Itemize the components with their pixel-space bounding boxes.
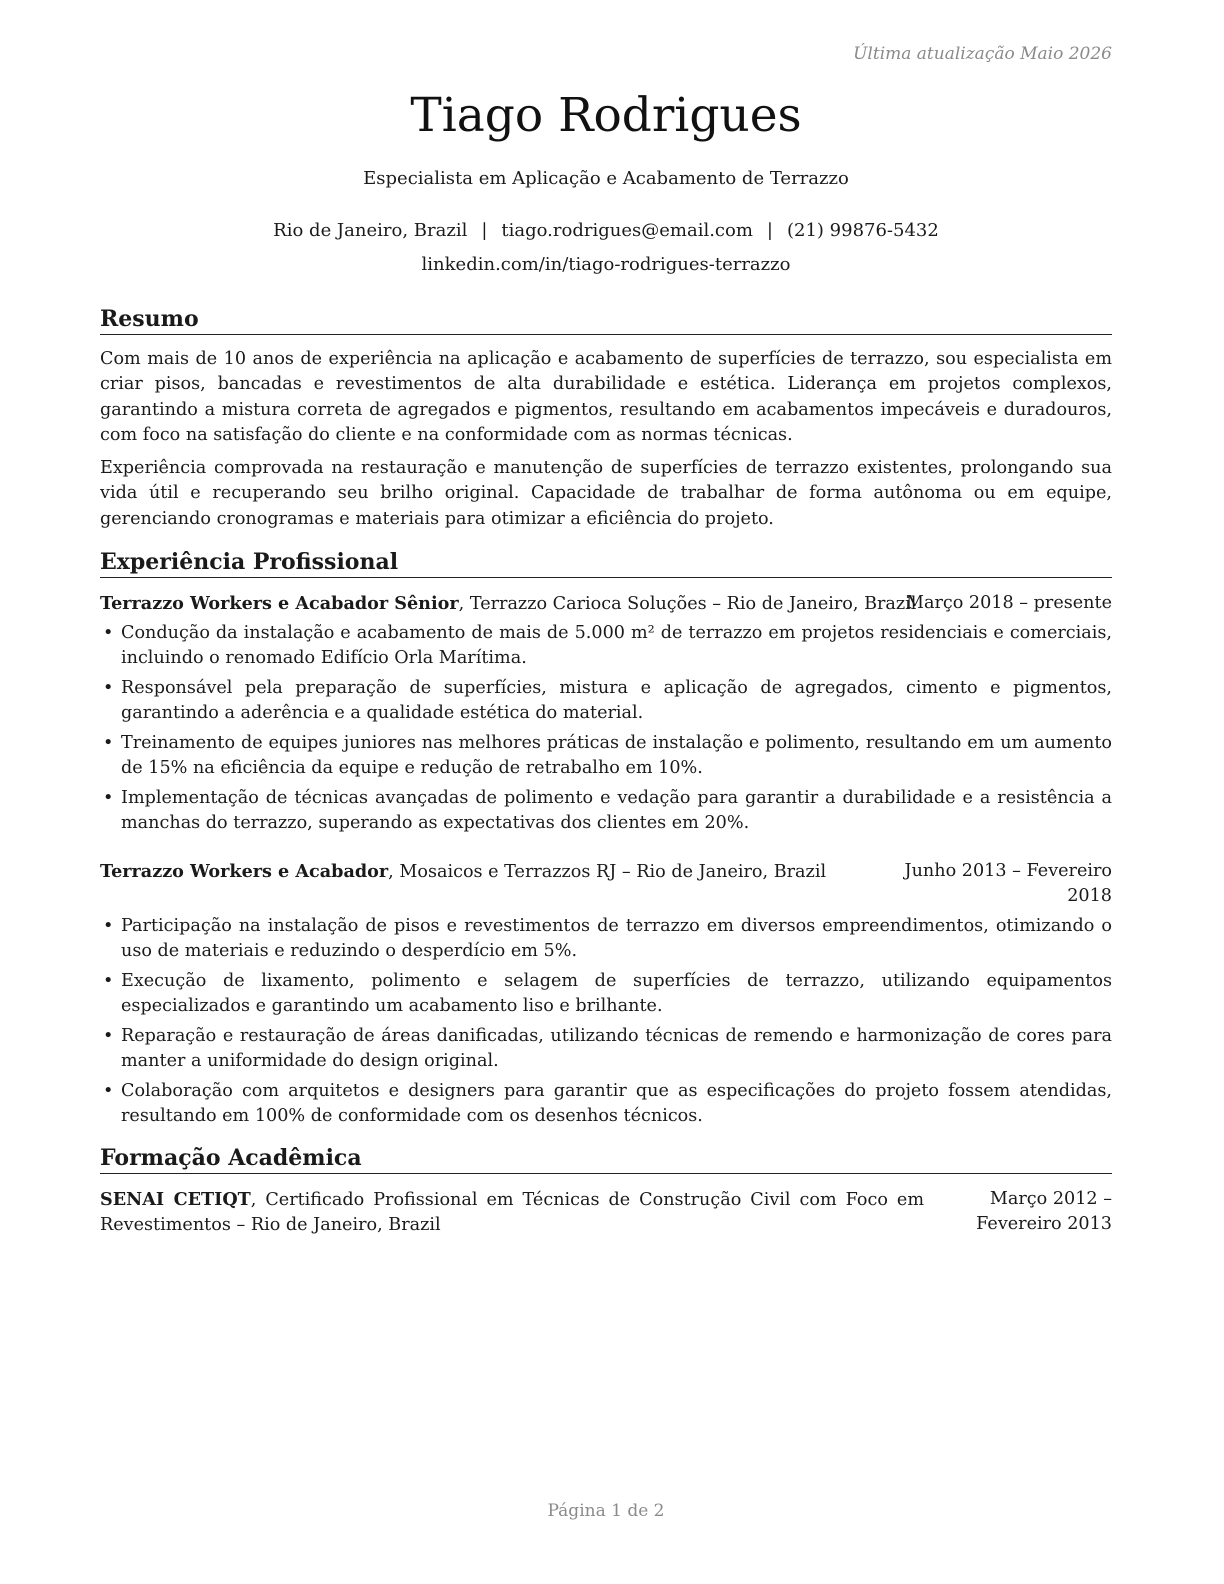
bullet-text: Treinamento de equipes juniores nas melhores práticas de instalação e polimento, resultando em um aumento de 15% na eficiência da equipe e redução de retrabalho em 10%. <box>121 733 1112 778</box>
bullet-text: Colaboração com arquitetos e designers para garantir que as especificações do projeto fossem atendidas, resultando em 100% de conformidade com os desenhos técnicos. <box>121 1081 1112 1126</box>
job-role: Terrazzo Workers e Acabador <box>100 861 389 882</box>
list-item <box>100 914 1112 964</box>
summary-paragraph: Experiência comprovada na restauração e manutenção de superfícies de terrazzo existentes, prolongando sua vida útil e recuperando seu brilho original. Capacidade de trabalhar de forma autônoma ou em equipe, gerenciando cronogramas e materiais para otimizar a eficiência do projeto. <box>100 458 1112 529</box>
education-entry <box>100 1187 1112 1239</box>
bullet-icon: • <box>103 733 114 753</box>
job-company: , Terrazzo Carioca Soluções – Rio de Janeiro, Brazil <box>458 594 917 614</box>
list-item <box>100 731 1112 781</box>
job-company: , Mosaicos e Terrazzos RJ – Rio de Janeiro, Brazil <box>388 862 827 882</box>
contact-separator: | <box>481 220 488 241</box>
resume-page <box>100 0 1112 1584</box>
education-institution: SENAI CETIQT <box>100 1189 251 1210</box>
list-item <box>100 969 1112 1019</box>
job-role: Terrazzo Workers e Acabador Sênior <box>100 593 459 614</box>
bullet-text: Reparação e restauração de áreas danificadas, utilizando técnicas de remendo e harmonização de cores para manter a uniformidade do design original. <box>121 1026 1112 1071</box>
bullet-icon: • <box>103 623 114 643</box>
section-title-summary: Resumo <box>100 305 1112 335</box>
last-updated: Última atualização Maio 2026 <box>853 44 1112 64</box>
job-bullets <box>100 621 1112 841</box>
headline: Especialista em Aplicação e Acabamento de Terrazzo <box>363 168 849 189</box>
bullet-icon: • <box>103 916 114 936</box>
job-header <box>100 591 1112 617</box>
education-dates: Março 2012 – Fevereiro 2013 <box>976 1189 1112 1235</box>
bullet-icon: • <box>103 678 114 698</box>
job-dates: Março 2018 – presente <box>905 593 1112 613</box>
bullet-text: Participação na instalação de pisos e revestimentos de terrazzo em diversos empreendimentos, otimizando o uso de materiais e reduzindo o desperdício em 5%. <box>121 916 1112 961</box>
summary-paragraph: Com mais de 10 anos de experiência na aplicação e acabamento de superfícies de terrazzo, sou especialista em criar pisos, bancadas e revestimentos de alta durabilidade e estética. Liderança em projetos complexos, garantindo a mistura correta de agregados e pigmentos, resultando em acabamentos impecáveis e duradouros, com foco na satisfação do cliente e na conformidade com as normas técnicas. <box>100 349 1112 446</box>
job-header <box>100 859 1112 907</box>
bullet-text: Condução da instalação e acabamento de mais de 5.000 m² de terrazzo em projetos residenciais e comerciais, incluindo o renomado Edifício Orla Marítima. <box>121 623 1112 668</box>
list-item <box>100 786 1112 836</box>
list-item <box>100 1024 1112 1074</box>
section-title-education: Formação Acadêmica <box>100 1144 1112 1174</box>
bullet-icon: • <box>103 788 114 808</box>
bullet-icon: • <box>103 1026 114 1046</box>
contact-email[interactable]: tiago.rodrigues@email.com <box>501 220 753 241</box>
bullet-text: Responsável pela preparação de superfícies, mistura e aplicação de agregados, cimento e pigmentos, garantindo a aderência e a qualidade estética do material. <box>121 678 1112 723</box>
linkedin-link[interactable]: linkedin.com/in/tiago-rodrigues-terrazzo <box>421 254 791 275</box>
bullet-text: Implementação de técnicas avançadas de polimento e vedação para garantir a durabilidade e a resistência a manchas do terrazzo, superando as expectativas dos clientes em 20%. <box>121 788 1112 833</box>
candidate-name: Tiago Rodrigues <box>410 88 802 143</box>
contact-separator: | <box>766 220 773 241</box>
page-number: Página 1 de 2 <box>547 1501 665 1521</box>
list-item <box>100 676 1112 726</box>
bullet-icon: • <box>103 971 114 991</box>
education-details: , Certificado Profissional em Técnicas de Construção Civil com Foco em Revestimentos – Rio de Janeiro, Brazil <box>100 1190 924 1236</box>
list-item <box>100 621 1112 671</box>
job-dates: Junho 2013 – Fevereiro 2018 <box>904 861 1112 907</box>
contact-line <box>100 220 1112 241</box>
bullet-icon: • <box>103 1081 114 1101</box>
list-item <box>100 1079 1112 1129</box>
contact-location: Rio de Janeiro, Brazil <box>273 220 468 241</box>
contact-phone: (21) 99876-5432 <box>787 220 939 241</box>
section-title-experience: Experiência Profissional <box>100 548 1112 578</box>
bullet-text: Execução de lixamento, polimento e selagem de superfícies de terrazzo, utilizando equipamentos especializados e garantindo um acabamento liso e brilhante. <box>121 971 1112 1016</box>
job-bullets <box>100 914 1112 1134</box>
